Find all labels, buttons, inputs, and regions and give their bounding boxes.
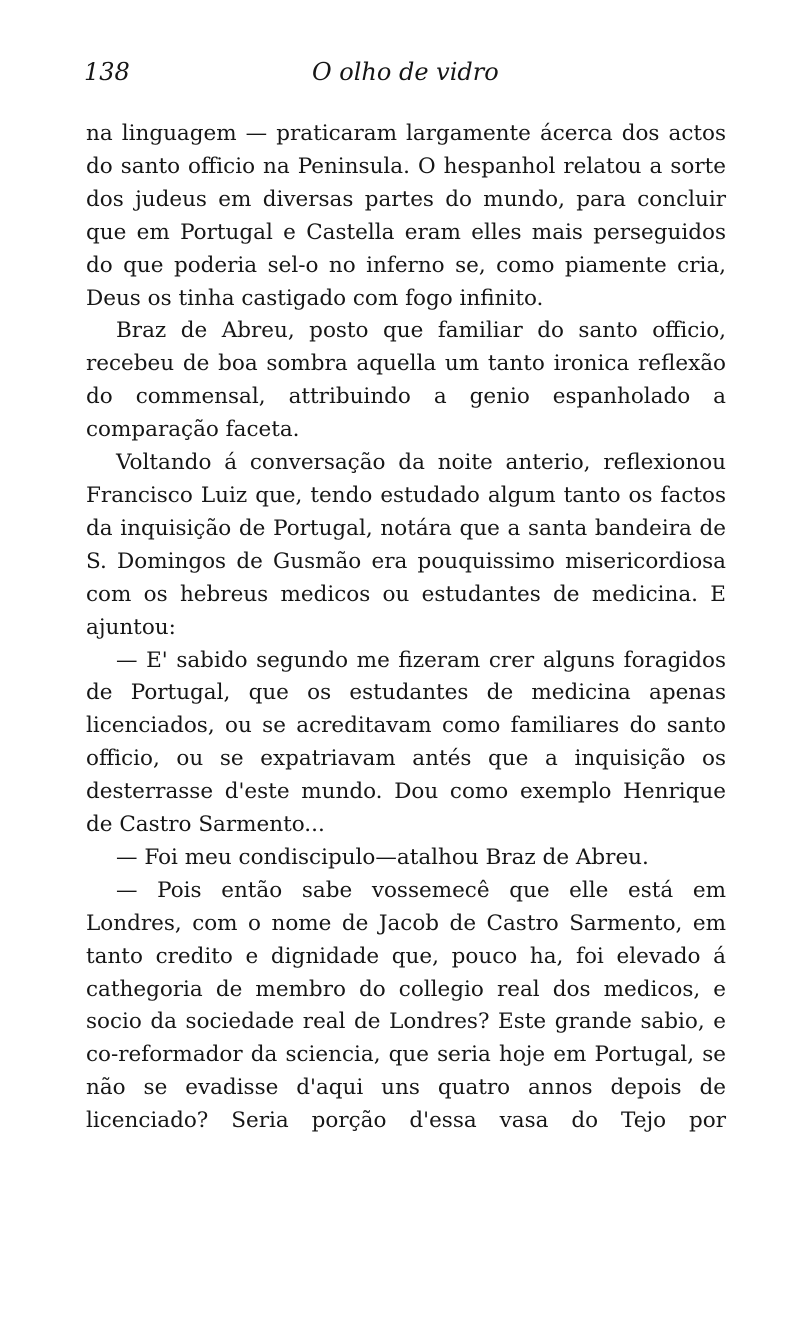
paragraph: — Pois então sabe vossemecê que elle está em Londres, com o nome de Jacob de Castro Sarmento, em tanto credito e dignidade que, pouco ha, foi elevado á cathegoria de membro do collegio real dos medicos, e socio da sociedade real de Londres? Este grande sabio, e co-reformador da sciencia, que seria hoje em Portugal, se não se evadisse d'aqui uns quatro annos depois de licenciado? Seria porção d'essa vasa do Tejo por xyxy=(86,877,726,1134)
paragraph: na linguagem — praticaram largamente ácerca dos actos do santo officio na Peninsula. O hespanhol relatou a sorte dos judeus em diversas partes do mundo, para concluir que em Portugal e Castella eram elles mais perseguidos do que poderia sel-o no inferno se, como piamente cria, Deus os tinha castigado com fogo infinito. xyxy=(86,121,726,311)
page-number: 138 xyxy=(84,58,130,86)
paragraph: — Foi meu condiscipulo—atalhou Braz de Abreu. xyxy=(116,844,649,870)
page-header xyxy=(84,58,724,98)
paragraph: — E' sabido segundo me fizeram crer alguns foragidos de Portugal, que os estudantes de medicina apenas licenciados, ou se acreditavam como familiares do santo officio, ou se expatriavam antés que a inquisição os desterrasse d'este mundo. Dou como exemplo Henrique de Castro Sarmento... xyxy=(86,647,726,838)
paragraph: Voltando á conversação da noite anterio, reflexionou Francisco Luiz que, tendo estudado algum tanto os factos da inquisição de Portugal, notára que a santa bandeira de S. Domingos de Gusmão era pouquissimo misericordiosa com os hebreus medicos ou estudantes de medicina. E ajuntou: xyxy=(86,450,726,640)
paragraph: Braz de Abreu, posto que familiar do santo officio, recebeu de boa sombra aquella um tanto ironica reflexão do commensal, attribuindo a genio espanholado a comparação faceta. xyxy=(86,318,726,443)
body-text xyxy=(86,118,726,1138)
running-title: O olho de vidro xyxy=(312,58,499,86)
